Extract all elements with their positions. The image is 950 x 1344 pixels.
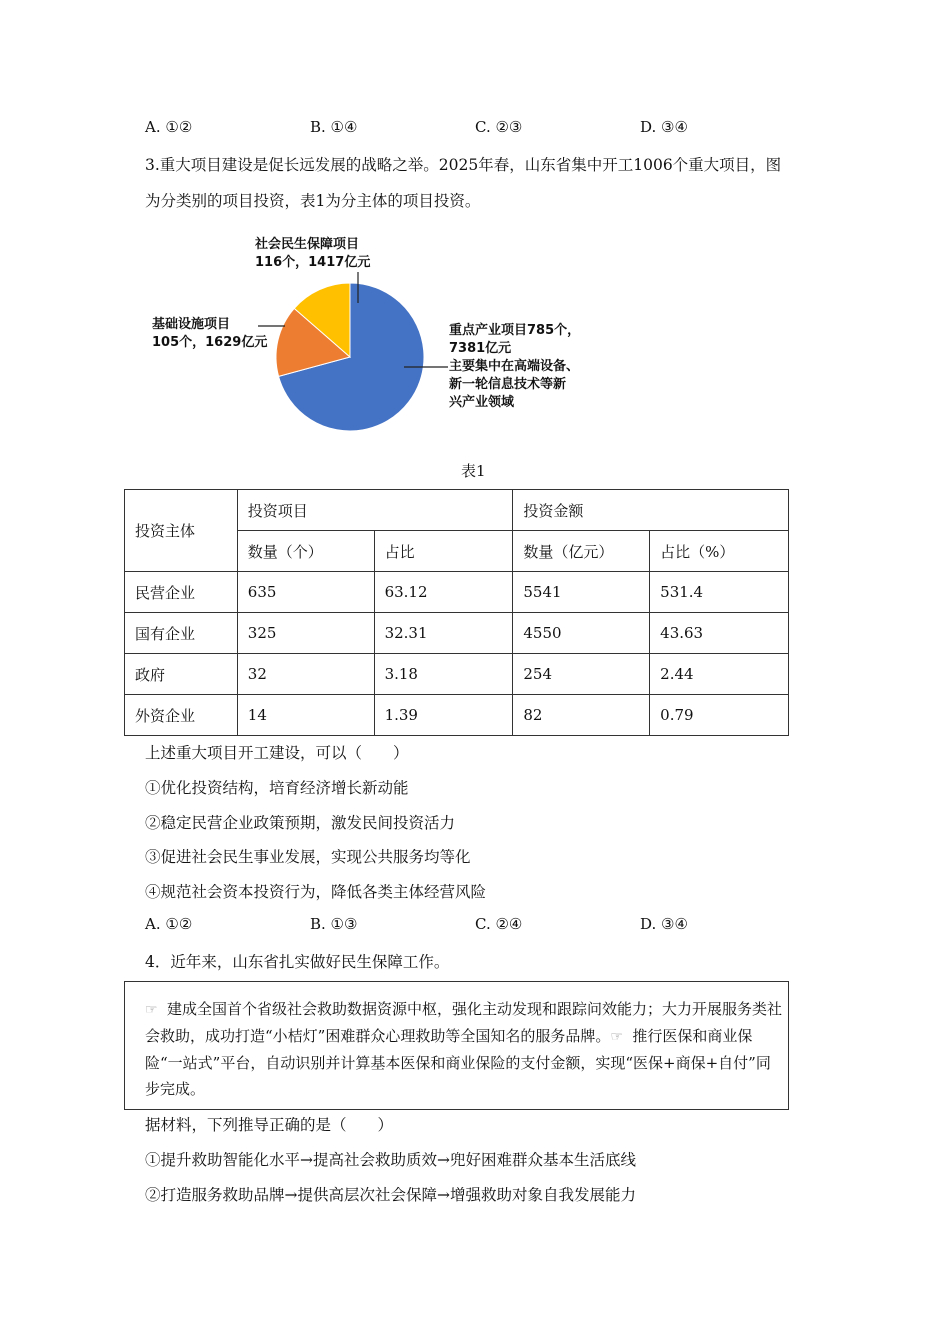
q4-material-text: [145, 996, 785, 1102]
q3-stem-line2: 为分类别的项目投资，表1为分主体的项目投资。: [145, 192, 481, 210]
label-key-line1: 重点产业项目785个，: [449, 323, 581, 338]
header-amount-num: 数量（亿元）: [513, 531, 650, 572]
label-key-line5: 兴产业领域: [449, 395, 515, 410]
label-social-line2: 116个，1417亿元: [255, 255, 371, 270]
cell-ratio2: 531.4: [650, 572, 789, 613]
q4-stem: 4．近年来，山东省扎实做好民生保障工作。: [145, 953, 450, 971]
pointing-hand-icon: ☞: [610, 1029, 623, 1045]
q3-question: 上述重大项目开工建设，可以（ ）: [145, 744, 409, 762]
label-key-line3: 主要集中在高端设备、: [449, 359, 580, 374]
label-key: [449, 322, 580, 412]
cell-subject: 民营企业: [125, 572, 238, 613]
table-row: [125, 572, 789, 613]
label-key-line2: 7381亿元: [449, 341, 512, 356]
q4-material-part1: 建成全国首个省级社会救助数据资源中枢，强化主动发现和跟踪问效能力；大力开展服务类社会救助，成功打造“小桔灯”困难群众心理救助等全国知名的服务品牌。: [145, 1000, 783, 1045]
cell-count: 14: [237, 695, 374, 736]
q4-item-2: ②打造服务救助品牌→提供高层次社会保障→增强救助对象自我发展能力: [145, 1186, 636, 1204]
cell-amount: 5541: [513, 572, 650, 613]
table-title: 表1: [461, 462, 486, 480]
header-amount: 投资金额: [513, 490, 789, 531]
label-social-line1: 社会民生保障项目: [255, 237, 360, 252]
cell-count: 32: [237, 654, 374, 695]
q3-item-2: ②稳定民营企业政策预期，激发民间投资活力: [145, 814, 456, 832]
q3-item-3: ③促进社会民生事业发展，实现公共服务均等化: [145, 848, 471, 866]
q4-question: 据材料，下列推导正确的是（ ）: [145, 1116, 394, 1134]
header-count: 数量（个）: [237, 531, 374, 572]
cell-amount: 82: [513, 695, 650, 736]
cell-ratio1: 63.12: [374, 572, 513, 613]
cell-count: 325: [237, 613, 374, 654]
label-infra-line1: 基础设施项目: [152, 317, 231, 332]
cell-ratio1: 32.31: [374, 613, 513, 654]
header-projects: 投资项目: [237, 490, 513, 531]
table-row: [125, 613, 789, 654]
option-b: B. ①④: [310, 118, 358, 136]
cell-ratio1: 3.18: [374, 654, 513, 695]
header-ratio2: 占比（%）: [650, 531, 789, 572]
table-row: [125, 695, 789, 736]
label-key-line4: 新一轮信息技术等新: [449, 377, 567, 392]
cell-ratio1: 1.39: [374, 695, 513, 736]
label-social: [255, 236, 370, 272]
q3-option-a: A. ①②: [145, 915, 193, 933]
option-c: C. ②③: [475, 118, 523, 136]
q3-stem-line1: 3.重大项目建设是促长远发展的战略之举。2025年春，山东省集中开工1006个重大项目，图: [145, 156, 782, 174]
q3-option-d: D. ③④: [640, 915, 688, 933]
cell-ratio2: 43.63: [650, 613, 789, 654]
q3-option-b: B. ①③: [310, 915, 358, 933]
q4-material-part2: 推行医保和商业保险“一站式”平台，自动识别并计算基本医保和商业保险的支付金额，实现“医保+商保+自付”同步完成。: [145, 1027, 771, 1098]
cell-subject: 外资企业: [125, 695, 238, 736]
header-ratio1: 占比: [374, 531, 513, 572]
label-infra-line2: 105个，1629亿元: [152, 335, 268, 350]
q3-option-c: C. ②④: [475, 915, 523, 933]
cell-ratio2: 0.79: [650, 695, 789, 736]
table-row: [125, 654, 789, 695]
q4-item-1: ①提升救助智能化水平→提高社会救助质效→兜好困难群众基本生活底线: [145, 1151, 636, 1169]
cell-subject: 国有企业: [125, 613, 238, 654]
cell-subject: 政府: [125, 654, 238, 695]
option-a: A. ①②: [145, 118, 193, 136]
header-subject: 投资主体: [125, 490, 238, 572]
cell-count: 635: [237, 572, 374, 613]
label-infra: [152, 316, 267, 352]
cell-amount: 254: [513, 654, 650, 695]
q3-item-4: ④规范社会资本投资行为，降低各类主体经营风险: [145, 883, 487, 901]
cell-amount: 4550: [513, 613, 650, 654]
pointing-hand-icon: ☞: [145, 1002, 158, 1018]
cell-ratio2: 2.44: [650, 654, 789, 695]
q4-material-box: [124, 981, 789, 1110]
q3-item-1: ①优化投资结构，培育经济增长新动能: [145, 779, 409, 797]
option-d: D. ③④: [640, 118, 688, 136]
investment-table: [124, 489, 789, 736]
